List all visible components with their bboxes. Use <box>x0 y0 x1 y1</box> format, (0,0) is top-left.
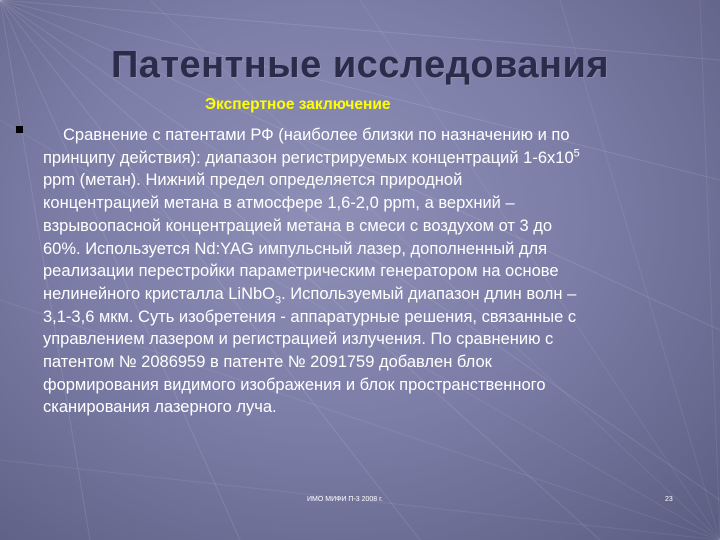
body-line: 3,1-3,6 мкм. Суть изобретения - аппаратурные решения, связанные с <box>43 307 577 326</box>
body-line-text: . Используемый диапазон длин волн – <box>281 284 577 303</box>
slide-title: Патентные исследования <box>110 44 610 86</box>
body-line: 60%. Используется Nd:YAG импульсный лазер, дополненный для <box>43 239 548 258</box>
body-line <box>43 283 705 306</box>
bullet-square-icon <box>16 126 23 133</box>
exponent: 5 <box>573 147 580 160</box>
body-line-text: принципу действия): диапазон регистрируемых концентраций 1-6х10 <box>43 148 574 167</box>
slide-footer: ИМО МИФИ П-3 2008 г. <box>307 496 383 503</box>
body-line: ppm (метан). Нижний предел определяется природной <box>43 171 463 190</box>
body-line: сканирования лазерного луча. <box>43 398 277 417</box>
body-line: патентом № 2086959 в патенте № 2091759 добавлен блок <box>43 353 492 372</box>
body-line: формирования видимого изображения и блок пространственного <box>43 375 546 394</box>
body-line: реализации перестройки параметрическим генератором на основе <box>43 262 559 281</box>
subscript: 3 <box>275 294 282 307</box>
body-line: концентрацией метана в атмосфере 1,6-2,0 ppm, а верхний – <box>43 194 515 213</box>
page-number: 23 <box>665 496 673 503</box>
body-line: управлением лазером и регистрацией излучения. По сравнению с <box>43 330 554 349</box>
body-line <box>43 147 705 170</box>
slide-subtitle: Экспертное заключение <box>205 96 391 113</box>
body-text <box>43 124 705 419</box>
body-line: Сравнение с патентами РФ (наиболее близки по назначению и по <box>63 126 570 144</box>
body-line: взрывоопасной концентрацией метана в смеси с воздухом от 3 до <box>43 216 553 235</box>
body-line-text: нелинейного кристалла LiNbO <box>43 284 275 303</box>
